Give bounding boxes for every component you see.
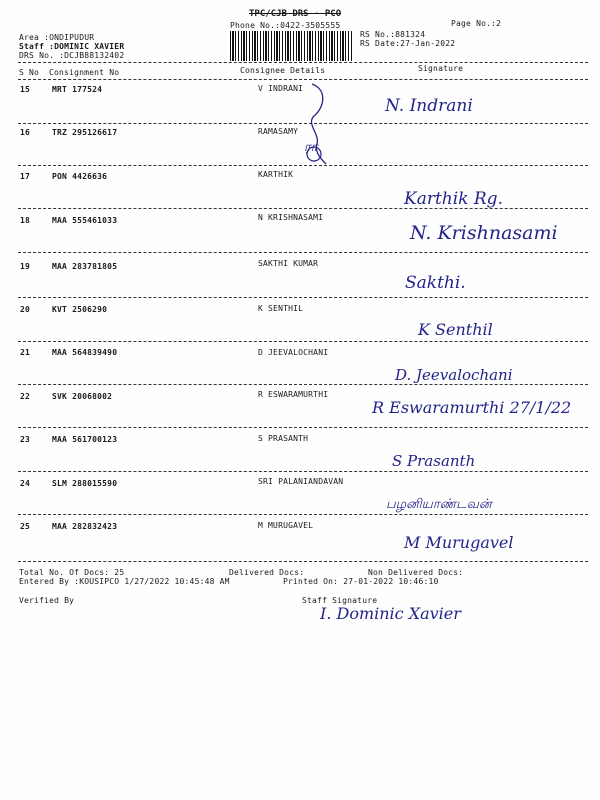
row-sno: 24 [20, 479, 31, 488]
row-consignment: MAA 283781805 [52, 262, 118, 271]
staff-signature-label: Staff Signature [302, 596, 378, 605]
column-consignee: Consignee Details [240, 66, 326, 75]
signature-stroke [300, 82, 340, 168]
row-consignee: N KRISHNASAMI [258, 213, 324, 222]
staff-name: Staff :DOMINIC XAVIER [19, 42, 125, 51]
row-consignee: SRI PALANIANDAVAN [258, 477, 344, 486]
row-signature: D. Jeevalochani [395, 366, 513, 384]
row-sno: 15 [20, 85, 31, 94]
row-sno: 19 [20, 262, 31, 271]
row-sno: 22 [20, 392, 31, 401]
area: Area :ONDIPUDUR [19, 33, 95, 42]
row-consignee: K SENTHIL [258, 304, 304, 313]
non-delivered-docs: Non Delivered Docs: [368, 568, 464, 577]
divider [18, 514, 588, 515]
document-title: TPC/CJB DRS - PCO [249, 9, 342, 19]
phone-number: Phone No.:0422-3505555 [230, 21, 341, 30]
row-consignment: MAA 561700123 [52, 435, 118, 444]
row-consignment: KVT 2506290 [52, 305, 108, 314]
row-consignee: M MURUGAVEL [258, 521, 314, 530]
printed-on: Printed On: 27-01-2022 10:46:10 [283, 577, 439, 586]
row-signature: M Murugavel [404, 533, 514, 552]
row-signature: Karthik Rg. [404, 189, 503, 209]
page-number: Page No.:2 [451, 19, 502, 28]
column-signature: Signature [418, 64, 464, 73]
drs-number: DRS No. :DCJB88132402 [19, 51, 125, 60]
row-consignment: SVK 20068002 [52, 392, 113, 401]
row-signature: S Prasanth [392, 452, 476, 470]
row-consignee: R ESWARAMURTHI [258, 390, 329, 399]
row-sno: 18 [20, 216, 31, 225]
row-sno: 16 [20, 128, 31, 137]
row-consignee: D JEEVALOCHANI [258, 348, 329, 357]
row-signature: ரா [304, 140, 318, 155]
row-consignee: KARTHIK [258, 170, 294, 179]
row-sno: 17 [20, 172, 31, 181]
row-signature: R Eswaramurthi 27/1/22 [372, 398, 572, 417]
row-sno: 25 [20, 522, 31, 531]
verified-by: Verified By [19, 596, 75, 605]
row-consignee: RAMASAMY [258, 127, 299, 136]
divider [18, 79, 588, 80]
row-sno: 20 [20, 305, 31, 314]
row-consignment: SLM 288015590 [52, 479, 118, 488]
row-signature: N. Krishnasami [410, 222, 558, 244]
row-consignment: MAA 282832423 [52, 522, 118, 531]
column-sno: S No [19, 68, 40, 77]
rs-date: RS Date:27-Jan-2022 [360, 39, 456, 48]
divider [18, 471, 588, 472]
divider [18, 341, 588, 342]
row-consignee: S PRASANTH [258, 434, 309, 443]
total-docs: Total No. Of Docs: 25 [19, 568, 125, 577]
row-signature: N. Indrani [385, 96, 473, 116]
row-consignment: MAA 555461033 [52, 216, 118, 225]
row-consignment: MAA 564839490 [52, 348, 118, 357]
rs-number: RS No.:881324 [360, 30, 426, 39]
column-consignment: Consignment No [49, 68, 120, 77]
barcode [230, 31, 352, 61]
divider [18, 62, 588, 63]
divider [18, 165, 588, 166]
staff-signature: I. Dominic Xavier [320, 604, 461, 623]
row-signature: பழனியாண்டவன் [386, 497, 492, 512]
divider [18, 297, 588, 298]
divider [18, 208, 588, 209]
divider [18, 561, 588, 562]
row-consignee: SAKTHI KUMAR [258, 259, 319, 268]
row-consignment: PON 4426636 [52, 172, 108, 181]
row-signature: Sakthi. [405, 273, 466, 293]
row-consignee: V INDRANI [258, 84, 304, 93]
divider [18, 427, 588, 428]
row-signature: K Senthil [418, 320, 493, 339]
row-consignment: MRT 177524 [52, 85, 103, 94]
divider [18, 384, 588, 385]
row-sno: 23 [20, 435, 31, 444]
divider [18, 252, 588, 253]
delivered-docs: Delivered Docs: [229, 568, 305, 577]
entered-by: Entered By :KOUSIPCO 1/27/2022 10:45:48 AM [19, 577, 230, 586]
row-sno: 21 [20, 348, 31, 357]
row-consignment: TRZ 295126617 [52, 128, 118, 137]
